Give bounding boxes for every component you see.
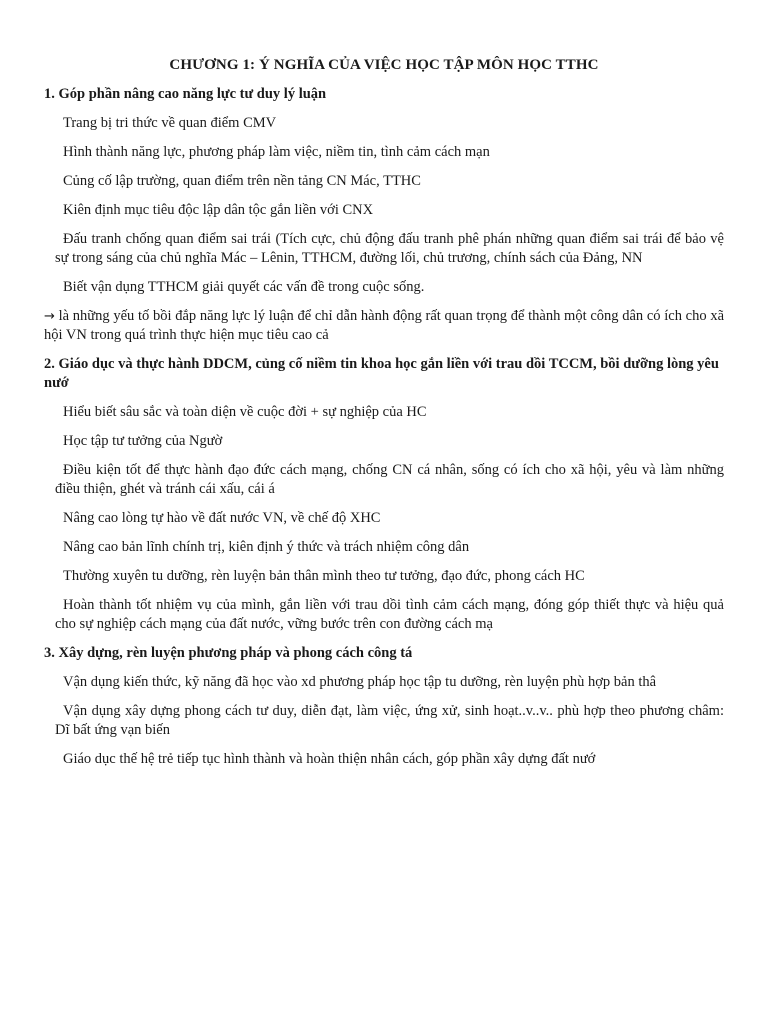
list-item: Nâng cao bản lĩnh chính trị, kiên định ý thức và trách nhiệm công dân [63,539,470,555]
section-heading: 3. Xây dựng, rèn luyện phương pháp và phong cách công tá [44,645,413,661]
conclusion-paragraph [44,307,724,345]
list-item: Vận dụng kiến thức, kỹ năng đã học vào xd phương pháp học tập tu dưỡng, rèn luyện phù hợp bản thâ [63,674,657,690]
list-item: Biết vận dụng TTHCM giải quyết các vấn đề trong cuộc sống. [63,279,425,295]
list-item: Điều kiện tốt để thực hành đạo đức cách mạng, chống CN cá nhân, sống có ích cho xã hội, yêu và làm những điều thiện, ghét và tránh cái xấu, cái á [55,462,724,497]
list-item: Nâng cao lòng tự hào về đất nước VN, về chế độ XHC [63,510,381,526]
list-item: Đấu tranh chống quan điểm sai trái (Tích cực, chủ động đấu tranh phê phán những quan điểm sai trái để bảo vệ sự trong sáng của chủ nghĩa Mác – Lênin, TTHCM, đường lối, chủ trương, chính sách của Đảng, NN [55,231,724,266]
list-item: Vận dụng xây dựng phong cách tư duy, diễn đạt, làm việc, ứng xử, sinh hoạt..v..v.. phù hợp theo phương châm: Dĩ bất ứng vạn biến [55,703,724,738]
list-item: Trang bị tri thức về quan điểm CMV [63,115,277,131]
section-1 [44,85,724,345]
list-item: Giáo dục thế hệ trẻ tiếp tục hình thành và hoàn thiện nhân cách, góp phần xây dựng đất nướ [63,751,596,767]
list-item: Hoàn thành tốt nhiệm vụ của mình, gắn liền với trau dồi tình cảm cách mạng, đóng góp thiết thực và hiệu quả cho sự nghiệp cách mạng của đất nước, vững bước trên con đường cách mạ [55,597,724,632]
right-arrow-icon: → [44,309,55,324]
section-3 [44,644,724,769]
list-item: Hiểu biết sâu sắc và toàn diện về cuộc đời + sự nghiệp của HC [63,404,427,420]
section-heading: 1. Góp phần nâng cao năng lực tư duy lý luận [44,86,327,102]
section-2 [44,355,724,634]
list-item: Học tập tư tưởng của Ngườ [63,433,223,449]
list-item: Hình thành năng lực, phương pháp làm việc, niềm tin, tình cảm cách mạn [63,144,490,160]
list-item: Củng cố lập trường, quan điểm trên nền tảng CN Mác, TTHC [63,173,421,189]
section-heading: 2. Giáo dục và thực hành DDCM, củng cố niềm tin khoa học gắn liền với trau dồi TCCM, bồi dưỡng lòng yêu nướ [44,356,719,391]
list-item: Kiên định mục tiêu độc lập dân tộc gắn liền với CNX [63,202,374,218]
list-item: Thường xuyên tu dưỡng, rèn luyện bản thân mình theo tư tưởng, đạo đức, phong cách HC [63,568,585,584]
page-title: CHƯƠNG 1: Ý NGHĨA CỦA VIỆC HỌC TẬP MÔN HỌC TTHC [169,57,599,73]
conclusion-text: là những yếu tố bồi đắp năng lực lý luận để chỉ dẫn hành động rất quan trọng để thành một công dân có ích cho xã hội VN trong quá trình thực hiện mục tiêu cao cả [44,308,725,343]
